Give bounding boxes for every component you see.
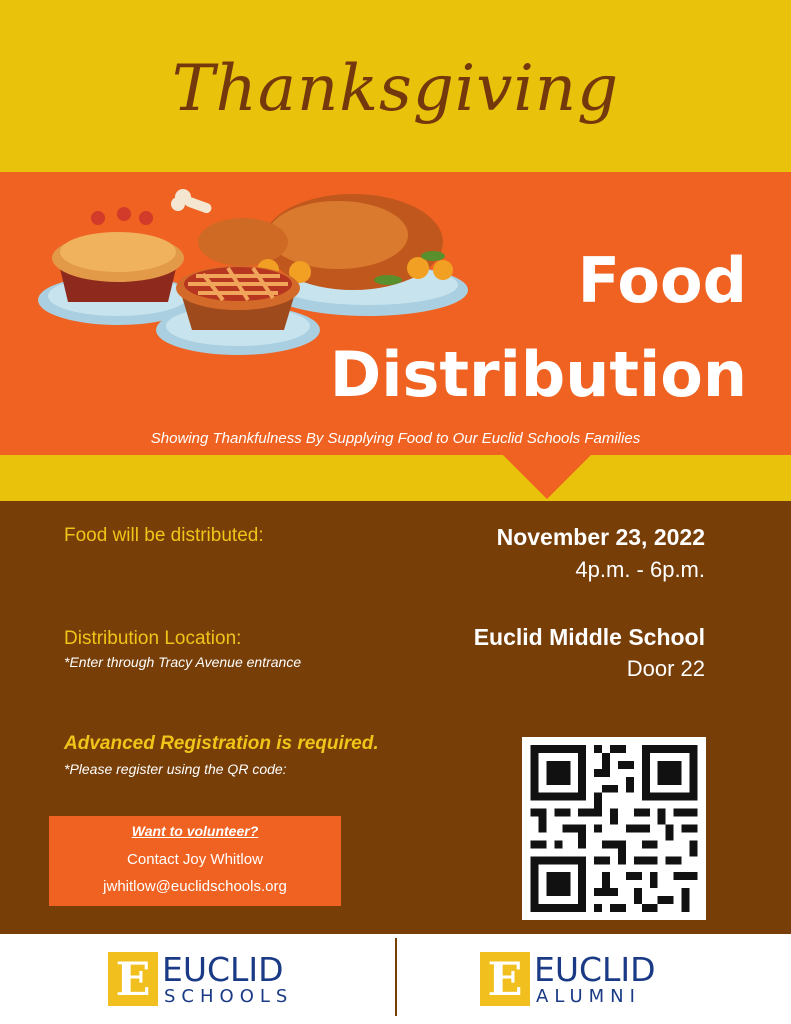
pointer-triangle	[503, 455, 591, 499]
footer	[0, 934, 791, 1024]
volunteer-email-link[interactable]: jwhitlow@euclidschools.org	[103, 878, 287, 895]
thanksgiving-food-illustration	[38, 180, 478, 360]
headline-food: Food	[577, 244, 747, 317]
when-label: Food will be distributed:	[64, 525, 264, 546]
registration-required: Advanced Registration is required.	[64, 733, 379, 754]
tagline: Showing Thankfulness By Supplying Food to Our Euclid Schools Families	[150, 430, 641, 447]
euclid-e-icon: E	[480, 952, 530, 1006]
volunteer-title: Want to volunteer?	[131, 823, 259, 839]
page-title: Thanksgiving	[171, 52, 620, 126]
volunteer-box	[49, 816, 341, 906]
registration-qr-code[interactable]	[522, 737, 706, 920]
event-date: November 23, 2022	[496, 524, 705, 550]
headline-distribution: Distribution	[329, 338, 747, 411]
qr-code-icon	[530, 745, 698, 912]
divider-strip	[0, 455, 791, 501]
location-door: Door 22	[626, 656, 705, 681]
logo-subtitle: SCHOOLS	[164, 986, 294, 1007]
logo-subtitle: ALUMNI	[536, 986, 641, 1007]
event-time: 4p.m. - 6p.m.	[575, 557, 705, 582]
location-note: *Enter through Tracy Avenue entrance	[64, 654, 302, 670]
location-name: Euclid Middle School	[473, 624, 705, 650]
logo-word: EUCLID	[534, 950, 656, 989]
volunteer-contact: Contact Joy Whitlow	[127, 851, 263, 868]
logo-word: EUCLID	[162, 950, 284, 989]
footer-divider	[395, 938, 397, 1016]
registration-note: *Please register using the QR code:	[64, 761, 287, 777]
location-label: Distribution Location:	[64, 628, 242, 649]
euclid-e-icon: E	[108, 952, 158, 1006]
